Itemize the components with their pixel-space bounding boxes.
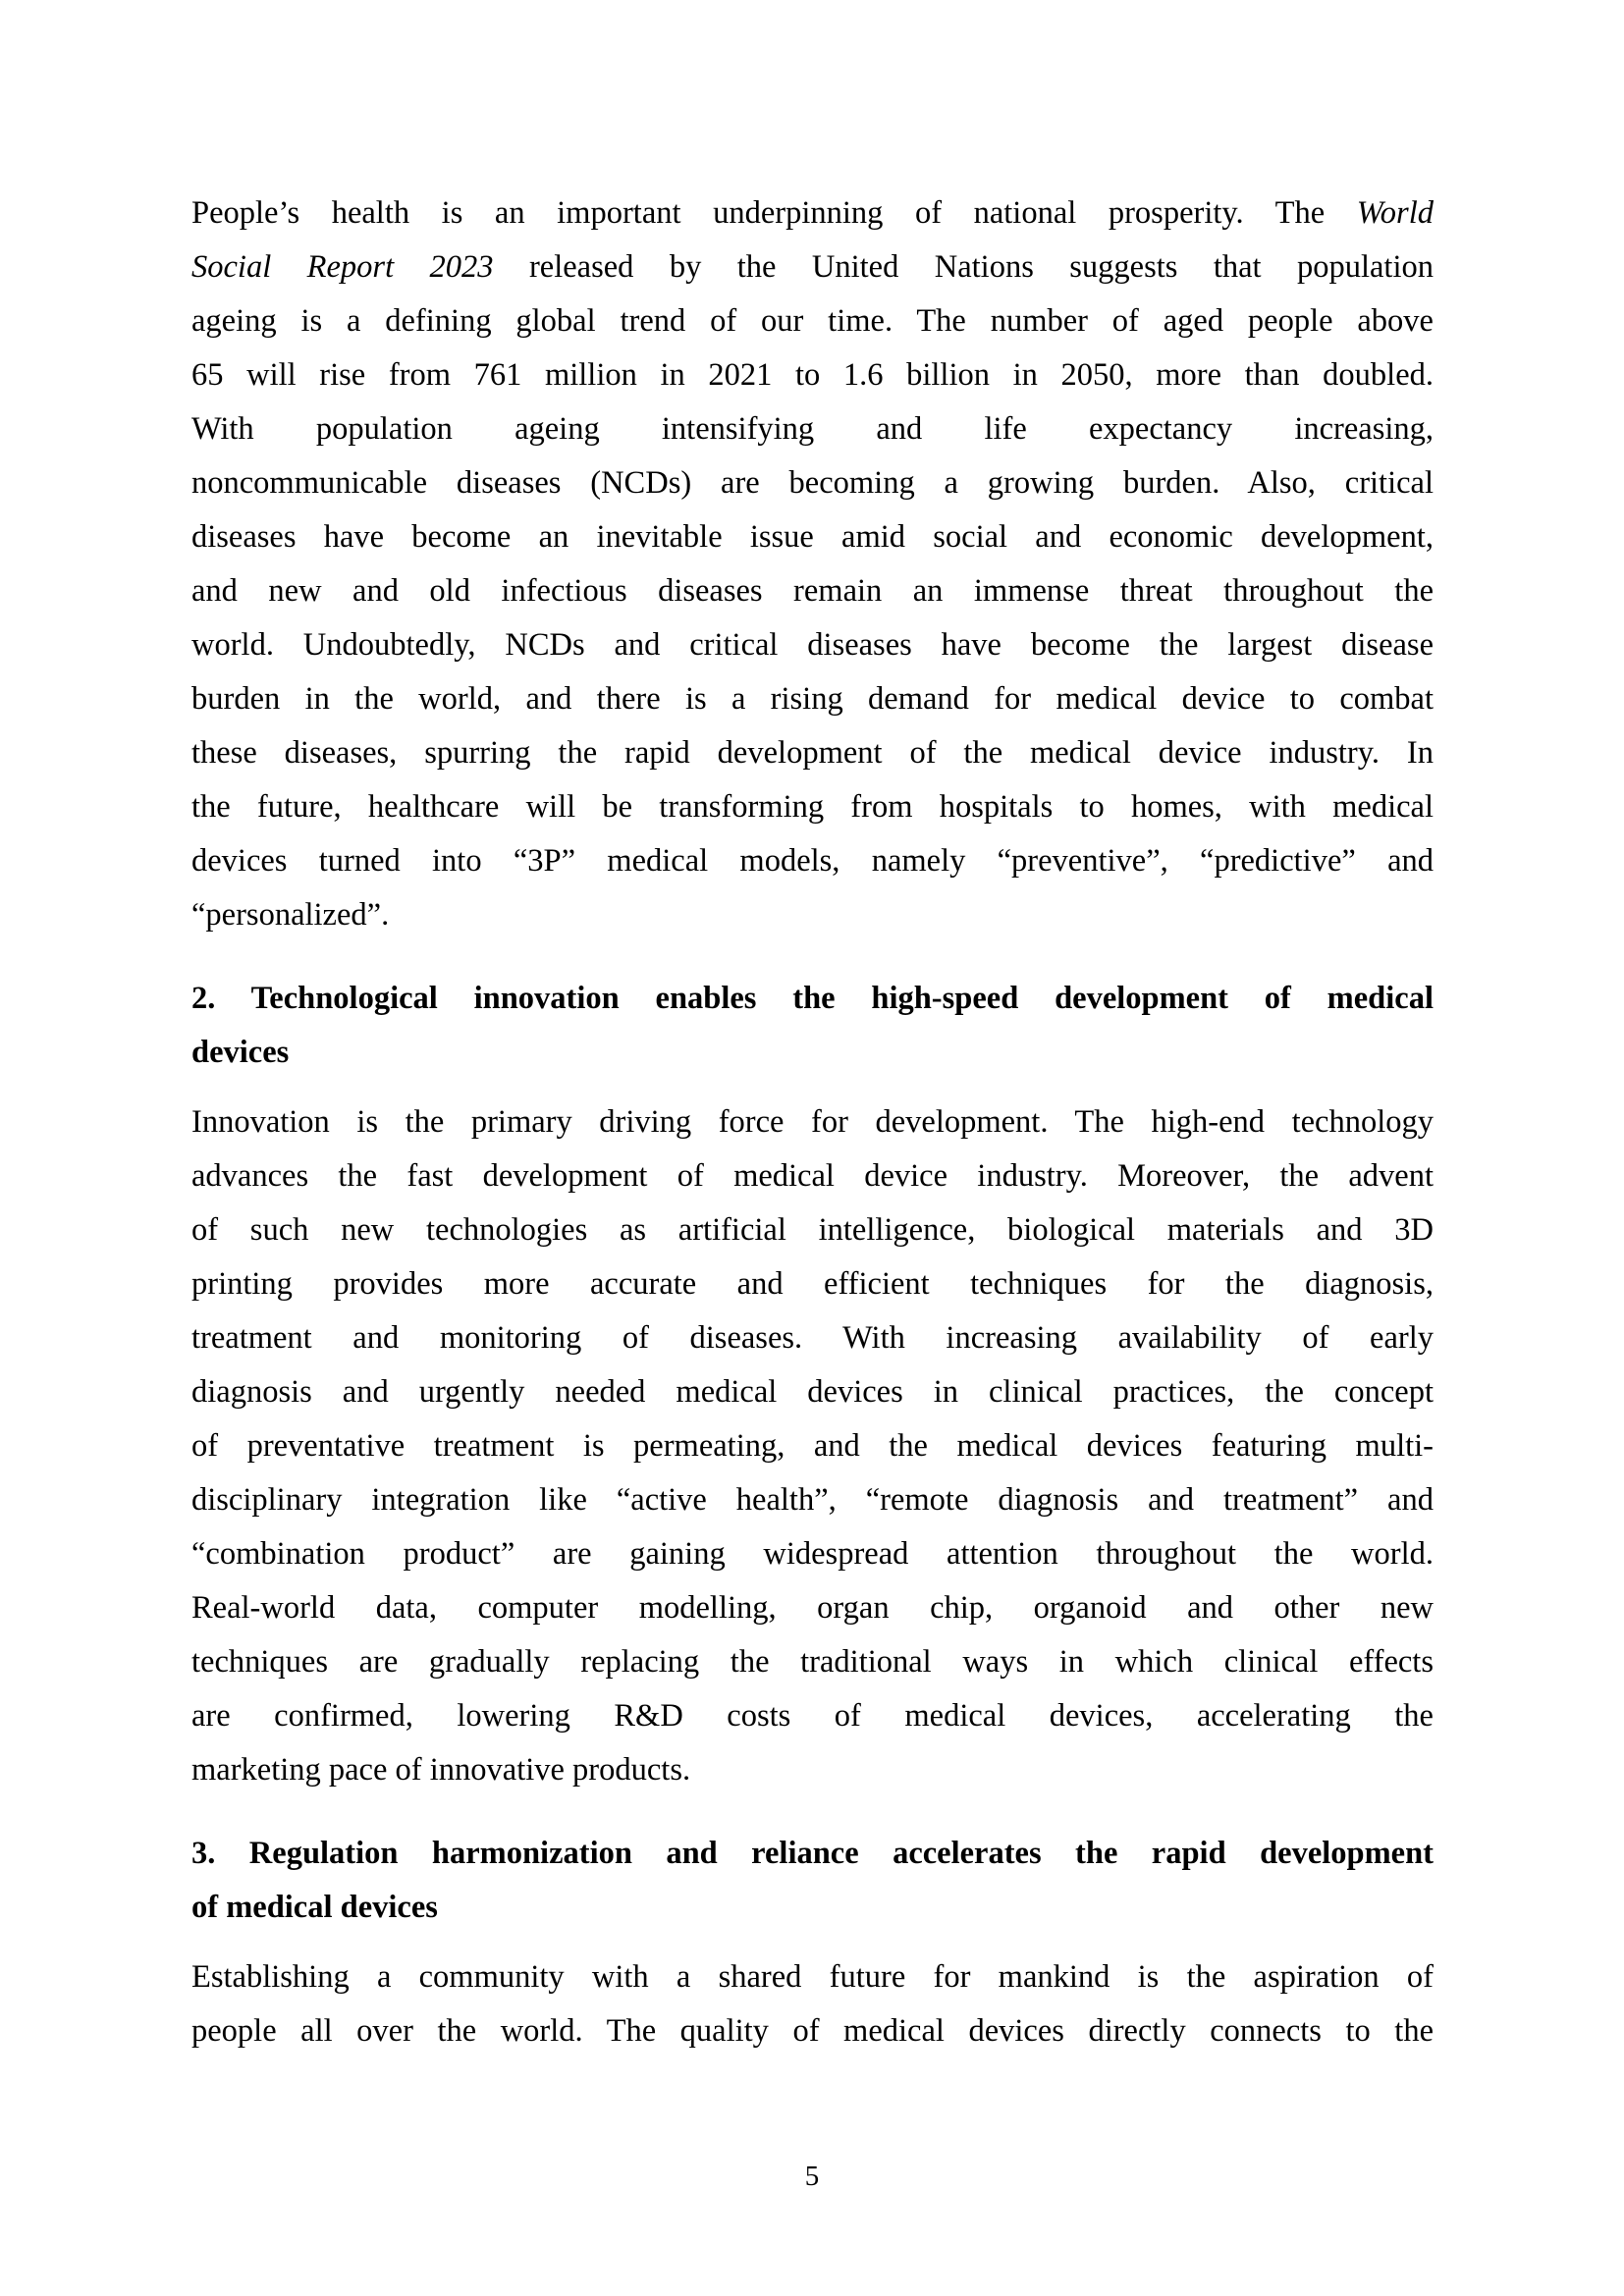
text-segment: Real-world data, computer modelling, organ chip, organoid and other new xyxy=(191,1590,1434,1626)
section-2-paragraph xyxy=(191,1095,1434,1797)
text-segment: burden in the world, and there is a rising demand for medical device to combat xyxy=(191,681,1434,717)
text-line xyxy=(191,187,1434,240)
text-line xyxy=(191,672,1434,726)
text-segment: devices xyxy=(191,1035,290,1070)
text-segment: these diseases, spurring the rapid development of the medical device industry. In xyxy=(191,735,1434,771)
text-line xyxy=(191,1881,1434,1935)
text-segment: People’s health is an important underpinning of national prosperity. The xyxy=(191,195,1357,231)
text-line xyxy=(191,2004,1434,2058)
text-line xyxy=(191,456,1434,510)
text-segment: of preventative treatment is permeating, and the medical devices featuring multi- xyxy=(191,1428,1434,1464)
page-footer xyxy=(0,2160,1624,2193)
text-segment: diagnosis and urgently needed medical devices in clinical practices, the concept xyxy=(191,1374,1434,1410)
text-line xyxy=(191,780,1434,834)
text-segment: devices turned into “3P” medical models, namely “preventive”, “predictive” and xyxy=(191,843,1434,879)
text-segment: Establishing a community with a shared future for mankind is the aspiration of xyxy=(191,1959,1434,1995)
text-line xyxy=(191,402,1434,456)
text-line xyxy=(191,1149,1434,1203)
text-line xyxy=(191,972,1434,1026)
text-segment: are confirmed, lowering R&D costs of medical devices, accelerating the xyxy=(191,1698,1434,1734)
text-segment: techniques are gradually replacing the traditional ways in which clinical effects xyxy=(191,1644,1434,1680)
text-segment: disciplinary integration like “active health”, “remote diagnosis and treatment” and xyxy=(191,1482,1434,1518)
text-segment: “combination product” are gaining widespread attention throughout the world. xyxy=(191,1536,1434,1572)
page-number: 5 xyxy=(804,2161,820,2192)
text-line xyxy=(191,510,1434,564)
text-segment: world. Undoubtedly, NCDs and critical diseases have become the largest disease xyxy=(191,627,1434,663)
text-segment: printing provides more accurate and efficient techniques for the diagnosis, xyxy=(191,1266,1434,1302)
section-3-paragraph xyxy=(191,1950,1434,2058)
text-segment: treatment and monitoring of diseases. With increasing availability of early xyxy=(191,1320,1434,1356)
intro-paragraph xyxy=(191,187,1434,942)
text-line xyxy=(191,240,1434,294)
text-line xyxy=(191,1689,1434,1743)
text-segment: people all over the world. The quality of medical devices directly connects to the xyxy=(191,2013,1434,2049)
text-segment: released by the United Nations suggests that population xyxy=(493,249,1434,285)
text-line xyxy=(191,1365,1434,1419)
text-segment: 65 will rise from 761 million in 2021 to 1.6 billion in 2050, more than doubled. xyxy=(191,357,1434,393)
text-segment: “personalized”. xyxy=(191,897,390,933)
text-segment: of such new technologies as artificial intelligence, biological materials and 3D xyxy=(191,1212,1434,1248)
text-segment: of medical devices xyxy=(191,1890,438,1925)
text-line xyxy=(191,888,1434,942)
section-2-heading xyxy=(191,972,1434,1080)
document-content xyxy=(191,187,1434,2058)
italic-text-segment: Social Report 2023 xyxy=(191,249,494,285)
text-line xyxy=(191,1581,1434,1635)
text-line xyxy=(191,1203,1434,1257)
text-line xyxy=(191,1743,1434,1797)
text-segment: 3. Regulation harmonization and reliance accelerates the rapid development xyxy=(191,1836,1434,1871)
italic-text-segment: World xyxy=(1356,195,1434,231)
text-segment: With population ageing intensifying and life expectancy increasing, xyxy=(191,411,1434,447)
text-segment: ageing is a defining global trend of our time. The number of aged people above xyxy=(191,303,1434,339)
text-line xyxy=(191,1827,1434,1881)
text-line xyxy=(191,1026,1434,1080)
text-line xyxy=(191,1311,1434,1365)
text-line xyxy=(191,564,1434,618)
text-line xyxy=(191,1950,1434,2004)
text-line xyxy=(191,834,1434,888)
text-line xyxy=(191,618,1434,672)
text-line xyxy=(191,726,1434,780)
section-3-heading xyxy=(191,1827,1434,1935)
text-segment: diseases have become an inevitable issue amid social and economic development, xyxy=(191,519,1434,555)
text-line xyxy=(191,1635,1434,1689)
text-segment: marketing pace of innovative products. xyxy=(191,1752,691,1788)
text-line xyxy=(191,1527,1434,1581)
text-segment: and new and old infectious diseases remain an immense threat throughout the xyxy=(191,573,1434,609)
text-line xyxy=(191,1095,1434,1149)
text-segment: noncommunicable diseases (NCDs) are becoming a growing burden. Also, critical xyxy=(191,465,1434,501)
text-line xyxy=(191,294,1434,348)
text-line xyxy=(191,1473,1434,1527)
text-line xyxy=(191,1419,1434,1473)
text-line xyxy=(191,1257,1434,1311)
text-segment: Innovation is the primary driving force for development. The high-end technology xyxy=(191,1104,1434,1140)
text-segment: advances the fast development of medical device industry. Moreover, the advent xyxy=(191,1158,1434,1194)
text-segment: 2. Technological innovation enables the high-speed development of medical xyxy=(191,981,1434,1016)
text-segment: the future, healthcare will be transforming from hospitals to homes, with medical xyxy=(191,789,1434,825)
text-line xyxy=(191,348,1434,402)
